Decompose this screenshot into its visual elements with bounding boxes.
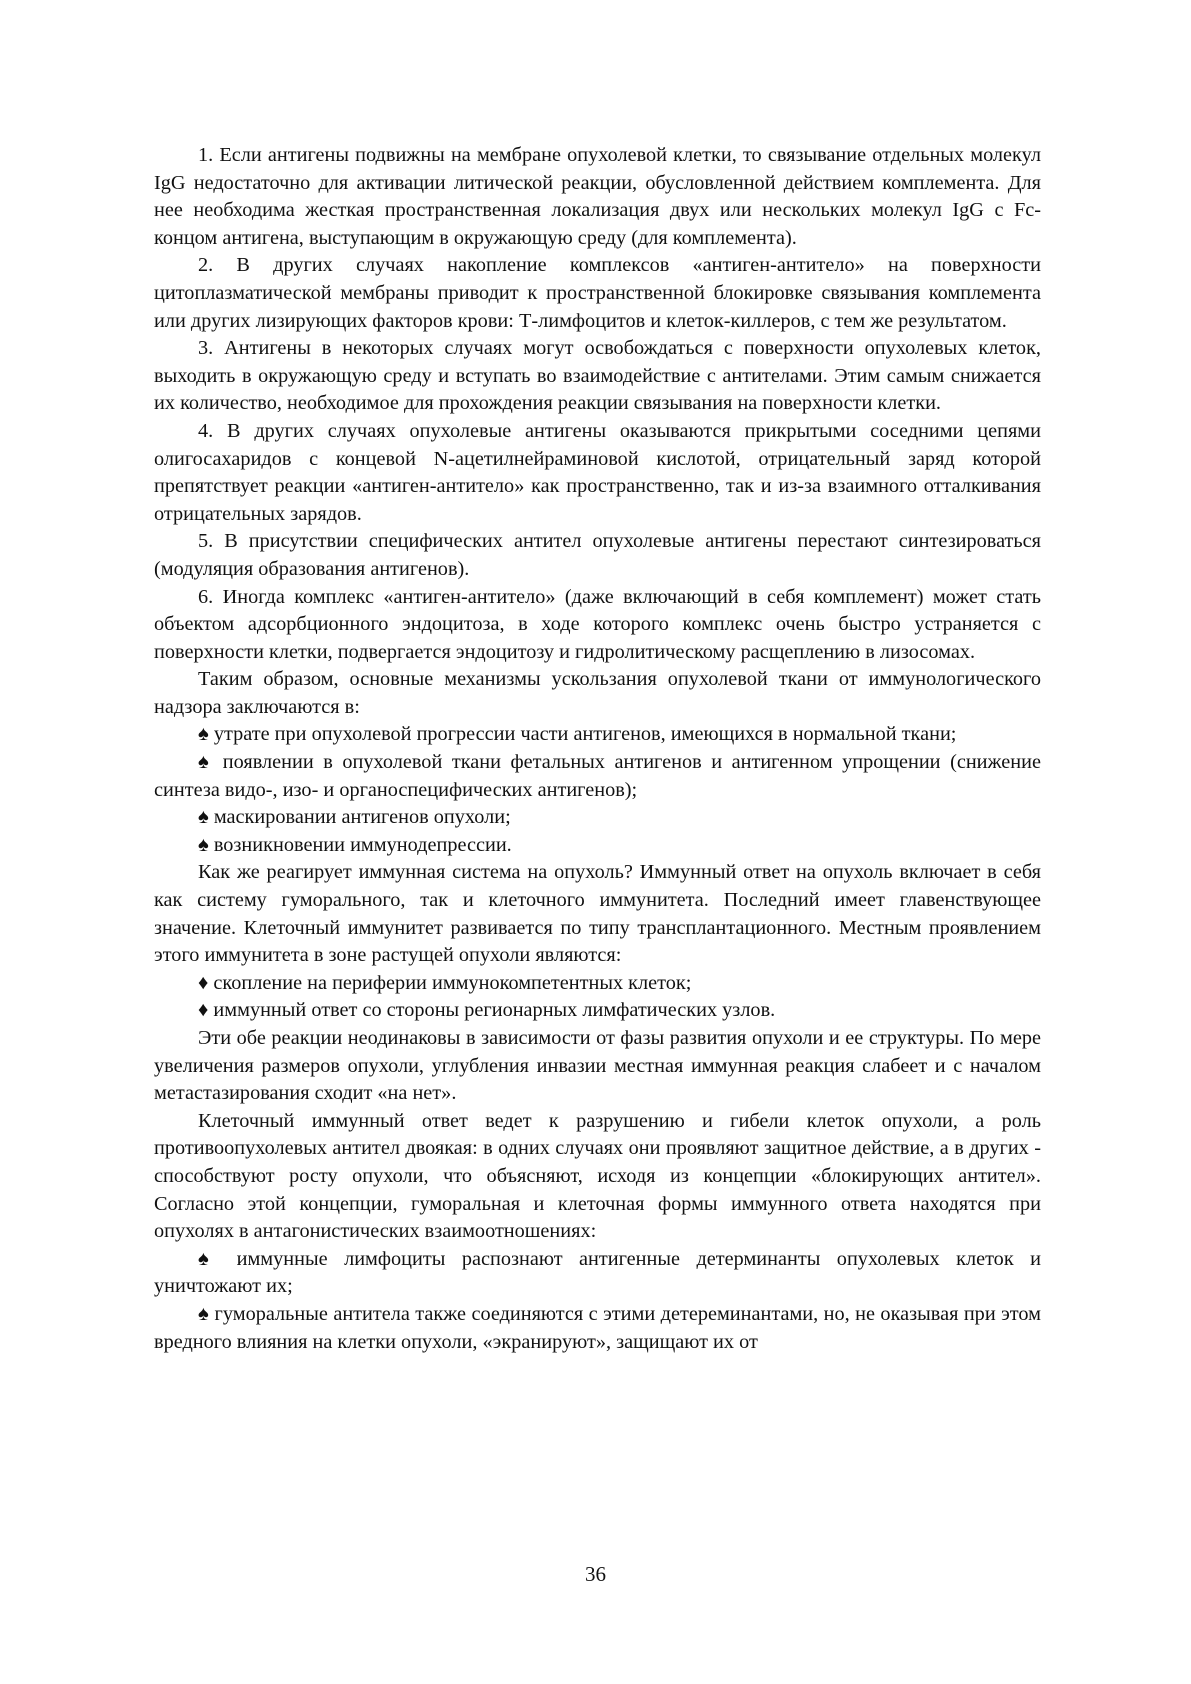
- paragraph-5: 5. В присутствии специфических антител опухолевые антигены перестают синтезироваться (модуляция образования антигенов).: [154, 530, 1041, 580]
- bullet-item: ♠ утрате при опухолевой прогрессии части антигенов, имеющихся в нормальной ткани;: [198, 723, 957, 746]
- bullet-item: ♠ иммунные лимфоциты распознают антигенные детерминанты опухолевых клеток и уничтожают их;: [154, 1247, 1041, 1298]
- bullet-item: ♦ иммунный ответ со стороны регионарных лимфатических узлов.: [198, 999, 776, 1022]
- paragraph-cellular-response: Клеточный иммунный ответ ведет к разрушению и гибели клеток опухоли, а роль противоопухолевых антител двоякая: в одних случаях они проявляют защитное действие, а в других - способствуют росту опухоли, что объясняют, исходя из концепции «блокирующих антител». Согласно этой концепции, гуморальная и клеточная формы иммунного ответа находятся при опухолях в антагонистических взаимоотношениях:: [154, 1109, 1041, 1243]
- paragraph-6: 6. Иногда комплекс «антиген-антитело» (даже включающий в себя комплемент) может стать объектом адсорбционного эндоцитоза, в ходе которого комплекс очень быстро устраняется с поверхности клетки, подвергается эндоцитозу и гидролитическому расщеплению в лизосомах.: [154, 585, 1041, 663]
- bullet-item: ♦ скопление на периферии иммунокомпетентных клеток;: [198, 971, 692, 994]
- paragraph-summary-intro: Таким образом, основные механизмы ускользания опухолевой ткани от иммунологического надзора заключаются в:: [154, 668, 1041, 718]
- bullet-item: ♠ гуморальные антитела также соединяются с этими детереминантами, но, не оказывая при этом вредного влияния на клетки опухоли, «экранируют», защищают их от: [154, 1302, 1041, 1353]
- paragraph-reactions: Эти обе реакции неодинаковы в зависимости от фазы развития опухоли и ее структуры. По мере увеличения размеров опухоли, углубления инвазии местная иммунная реакция слабеет и с началом метастазирования сходит «на нет».: [154, 1027, 1041, 1105]
- paragraph-3: 3. Антигены в некоторых случаях могут освобождаться с поверхности опухолевых клеток, выходить в окружающую среду и вступать во взаимодействие с антителами. Этим самым снижается их количество, необходимое для прохождения реакции связывания на поверхности клетки.: [154, 337, 1041, 415]
- bullet-item: ♠ появлении в опухолевой ткани фетальных антигенов и антигенном упрощении (снижение синтеза видо-, изо- и органоспецифических антигенов);: [154, 751, 1041, 801]
- paragraph-immune-response: Как же реагирует иммунная система на опухоль? Иммунный ответ на опухоль включает в себя как систему гуморального, так и клеточного иммунитета. Последний имеет главенствующее значение. Клеточный иммунитет развивается по типу трансплантационного. Местным проявлением этого иммунитета в зоне растущей опухоли являются:: [154, 861, 1041, 967]
- paragraph-4: 4. В других случаях опухолевые антигены оказываются прикрытыми соседними цепями олигосахаридов с концевой N-ацетилнейраминовой кислотой, отрицательный заряд которой препятствует реакции «антиген-антитело» как пространственно, так и из-за взаимного отталкивания отрицательных зарядов.: [154, 419, 1041, 525]
- bullet-item: ♠ возникновении иммунодепрессии.: [198, 833, 512, 856]
- page-number: 36: [585, 1562, 606, 1586]
- body-text: [154, 142, 1041, 1356]
- paragraph-2: 2. В других случаях накопление комплексов «антиген-антитело» на поверхности цитоплазматической мембраны приводит к пространственной блокировке связывания комплемента или других лизирующих факторов крови: Т-лимфоцитов и клеток-киллеров, с тем же результатом.: [154, 254, 1041, 332]
- paragraph-1: 1. Если антигены подвижны на мембране опухолевой клетки, то связывание отдельных молекул IgG недостаточно для активации литической реакции, обусловленной действием комплемента. Для нее необходима жесткая пространственная локализация двух или нескольких молекул IgG с Fc-концом антигена, выступающим в окружающую среду (для комплемента).: [154, 144, 1041, 249]
- bullet-item: ♠ маскировании антигенов опухоли;: [198, 806, 511, 829]
